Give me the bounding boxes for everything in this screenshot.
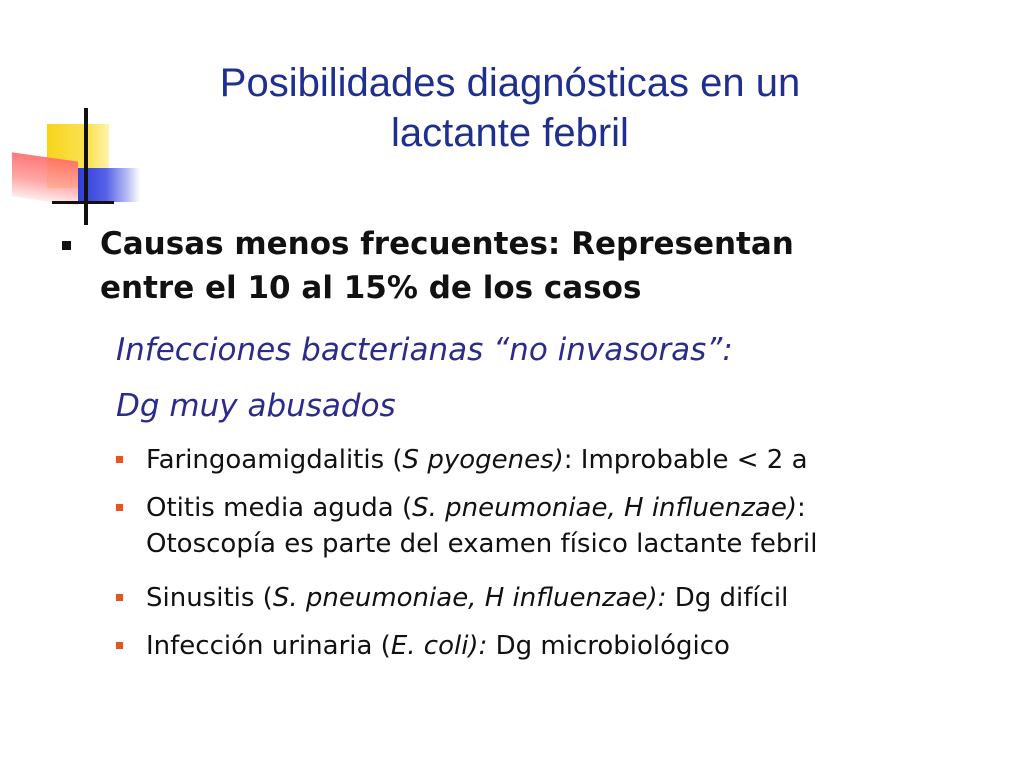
item-name: Sinusitis (	[146, 583, 273, 613]
list-item-text	[146, 442, 996, 478]
orange-square-bullet-icon	[116, 504, 123, 511]
orange-square-bullet-icon	[116, 456, 123, 463]
subheading-dg-abusados: Dg muy abusados	[116, 388, 396, 424]
item-detail-line-2: Otoscopía es parte del examen físico lactante febril	[146, 529, 818, 559]
item-detail: Dg microbiológico	[487, 631, 730, 661]
list-item-faringoamigdalitis	[116, 442, 996, 478]
main-bullet-line-2: entre el 10 al 15% de los casos	[100, 270, 642, 306]
item-name: Faringoamigdalitis (	[146, 445, 403, 475]
decorative-vertical-line	[84, 108, 88, 225]
slide-title-line-1: Posibilidades diagnósticas en un	[219, 61, 801, 105]
main-bullet-line-1: Causas menos frecuentes: Representan	[100, 226, 794, 262]
main-bullet-text	[100, 222, 920, 310]
orange-square-bullet-icon	[116, 594, 123, 601]
subheading-infecciones: Infecciones bacterianas “no invasoras”:	[116, 332, 733, 368]
item-detail: :	[797, 493, 806, 523]
item-name: Infección urinaria (	[146, 631, 391, 661]
list-item-text	[146, 580, 996, 616]
item-organism: E. coli):	[390, 631, 488, 661]
list-item-text	[146, 628, 996, 664]
slide-title-line-2: lactante febril	[391, 111, 629, 155]
list-item-text	[146, 490, 996, 562]
slide-title	[150, 58, 870, 158]
item-organism: S pyogenes)	[402, 445, 564, 475]
decorative-red-block	[12, 152, 78, 205]
item-detail: : Improbable < 2 a	[563, 445, 808, 475]
item-organism: S. pneumoniae, H influenzae):	[272, 583, 667, 613]
item-detail: Dg difícil	[666, 583, 789, 613]
item-name: Otitis media aguda (	[146, 493, 413, 523]
main-bullet-square-icon	[62, 241, 71, 250]
list-item-infeccion-urinaria	[116, 628, 996, 664]
orange-square-bullet-icon	[116, 642, 123, 649]
list-item-otitis-media	[116, 490, 996, 562]
item-organism: S. pneumoniae, H influenzae)	[412, 493, 797, 523]
decorative-horizontal-line	[52, 201, 114, 204]
list-item-sinusitis	[116, 580, 996, 616]
